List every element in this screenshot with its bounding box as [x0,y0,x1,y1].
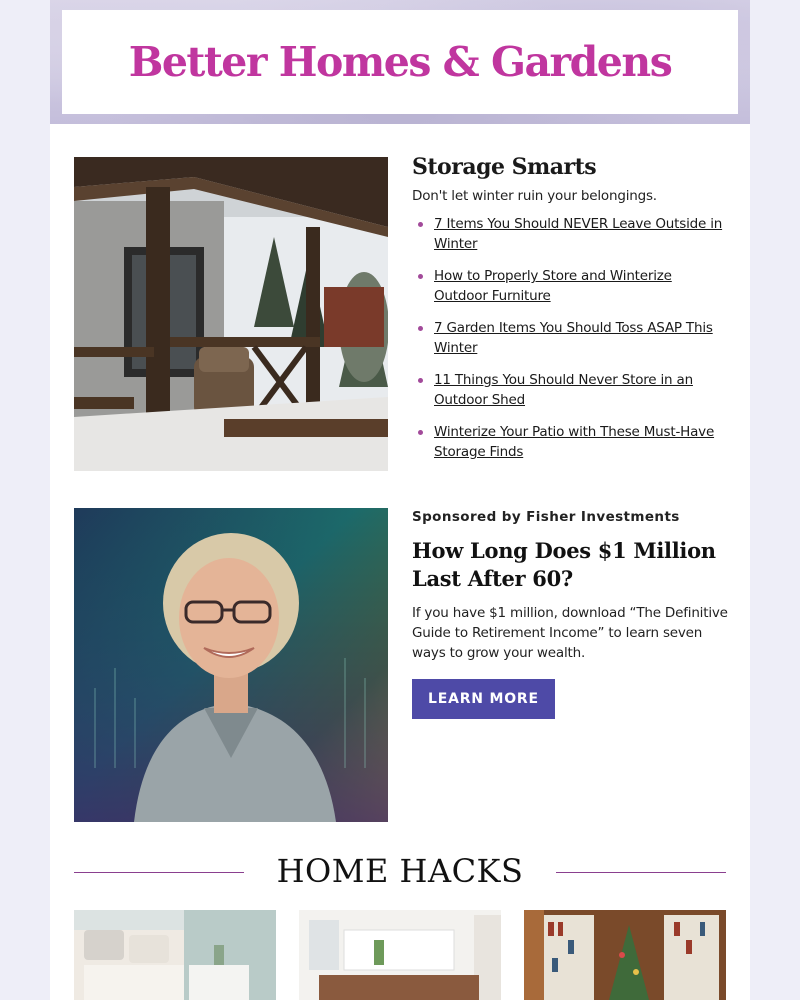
header-banner [50,0,750,124]
home-hack-thumbnail-bedroom[interactable] [74,910,276,1000]
winter-porch-illustration [74,157,388,471]
sponsor-portrait-illustration [74,508,388,822]
header-logo-box[interactable] [62,10,738,114]
list-item [412,318,728,358]
sponsor-portrait-image[interactable] [74,508,388,822]
list-item [412,214,728,254]
sponsored-title[interactable]: How Long Does $1 Million Last After 60? [412,538,716,591]
home-hack-thumbnail-library[interactable] [524,910,726,1000]
section-divider-left [74,872,244,873]
sponsored-body: If you have $1 million, download “The Definitive Guide to Retirement Income” to learn seven ways to grow your wealth. [412,605,728,661]
article-link-1[interactable]: 7 Items You Should NEVER Leave Outside in Winter [434,216,723,252]
article-link-4[interactable]: 11 Things You Should Never Store in an Outdoor Shed [434,372,693,408]
feature-article [412,154,728,474]
article-link-3[interactable]: 7 Garden Items You Should Toss ASAP This Winter [434,320,713,356]
article-link-5[interactable]: Winterize Your Patio with These Must-Have Storage Finds [434,424,715,460]
brand-logo[interactable]: Better Homes & Gardens [128,38,672,86]
library-illustration [524,910,726,1000]
learn-more-button[interactable]: LEARN MORE [412,679,555,719]
sponsored-block [412,509,728,719]
home-hacks-heading: HOME HACKS [276,852,524,890]
sponsor-label: Sponsored by Fisher Investments [412,509,680,525]
living-room-illustration [299,910,501,1000]
feature-subtitle: Don't let winter ruin your belongings. [412,188,657,204]
list-item [412,370,728,410]
home-hack-thumbnail-living-room[interactable] [299,910,501,1000]
article-link-2[interactable]: How to Properly Store and Winterize Outdoor Furniture [434,268,672,304]
section-divider-right [556,872,726,873]
bedroom-illustration [74,910,276,1000]
list-item [412,266,728,306]
feature-link-list [412,214,728,462]
winter-porch-image[interactable] [74,157,388,471]
feature-title: Storage Smarts [412,154,597,180]
list-item [412,422,728,462]
email-body [50,0,750,1000]
